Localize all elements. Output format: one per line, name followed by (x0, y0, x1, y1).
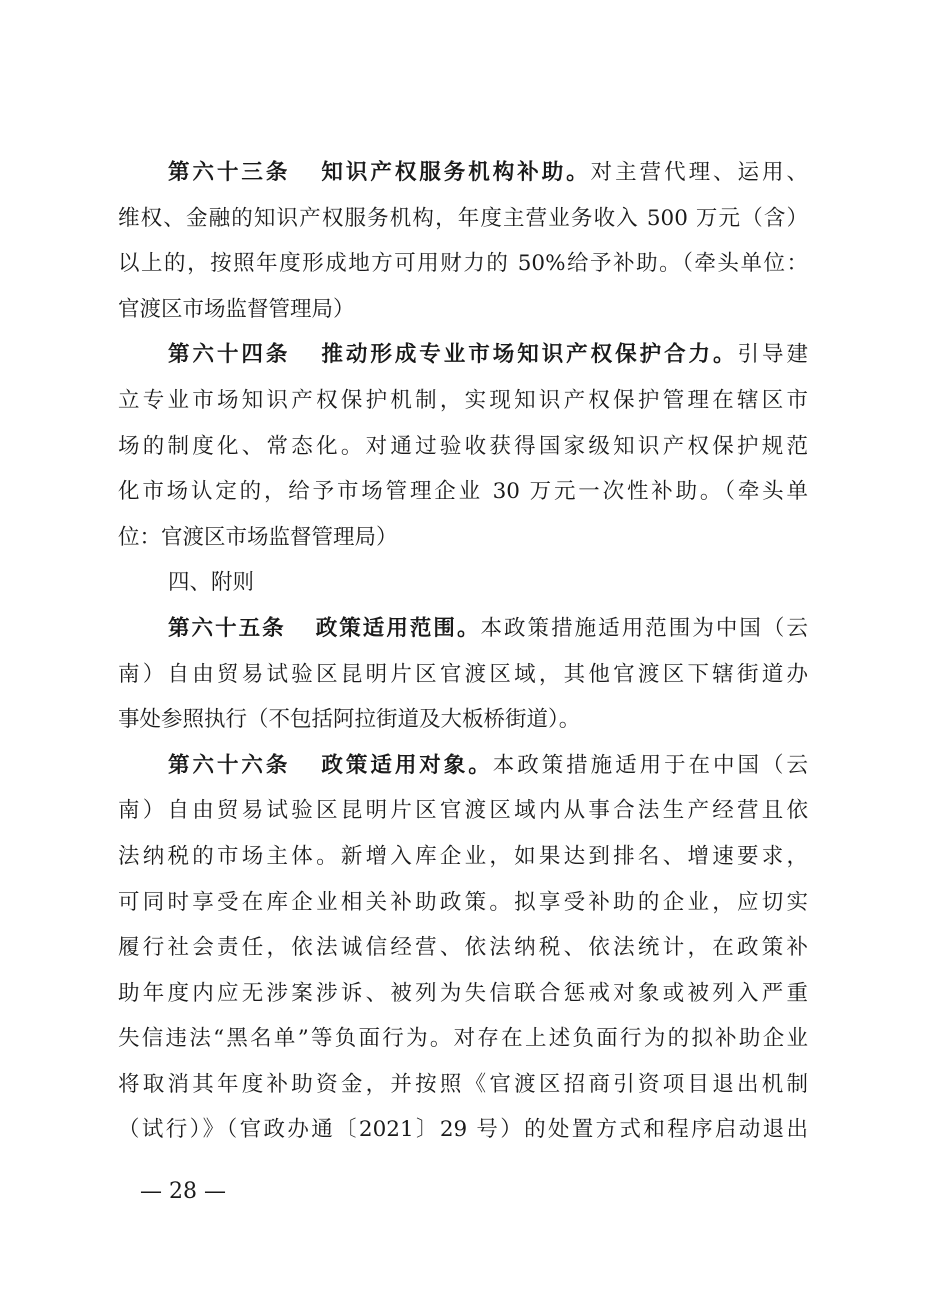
page-number: — 28 — (140, 1179, 226, 1204)
article-64-line-3: 场的制度化、常态化。对通过验收获得国家级知识产权保护规范 (118, 433, 808, 459)
article-63-text: 对主营代理、运用、 (590, 160, 808, 185)
article-65-line-1 (118, 606, 808, 652)
article-66-line-5: 履行社会责任，依法诚信经营、依法纳税、依法统计，在政策补 (118, 935, 808, 961)
article-65-text: 本政策措施适用范围为中国（云 (480, 615, 808, 641)
article-64-text: 引导建 (737, 342, 808, 368)
article-66-line-4: 可同时享受在库企业相关补助政策。拟享受补助的企业，应切实 (118, 889, 808, 915)
article-66-title: 政策适用对象。 (318, 752, 493, 778)
article-65-line-2: 南）自由贸易试验区昆明片区官渡区域，其他官渡区下辖街道办 (118, 661, 808, 687)
article-66-line-7: 失信违法“黑名单”等负面行为。对存在上述负面行为的拟补助企业 (118, 1026, 808, 1052)
article-66-line-8: 将取消其年度补助资金，并按照《官渡区招商引资项目退出机制 (118, 1071, 808, 1097)
article-66-line-1 (118, 743, 808, 789)
article-64-line-2: 立专业市场知识产权保护机制，实现知识产权保护管理在辖区市 (118, 387, 808, 413)
article-64-line-1 (118, 332, 808, 378)
article-64-title: 推动形成专业市场知识产权保护合力。 (318, 342, 738, 368)
document-body (118, 150, 808, 1153)
article-65-line-3: 事处参照执行（不包括阿拉街道及大板桥街道）。 (118, 707, 581, 733)
article-63-number: 第六十三条 (168, 160, 291, 185)
article-66-line-2: 南）自由贸易试验区昆明片区官渡区域内从事合法生产经营且依 (118, 798, 808, 824)
article-64-line-5: 位：官渡区市场监督管理局） (118, 524, 398, 550)
section-heading: 四、附则 (168, 570, 255, 596)
article-66-line-6: 助年度内应无涉案涉诉、被列为失信联合惩戒对象或被列入严重 (118, 980, 808, 1006)
article-66-line-9: （试行）》（官政办通〔2021〕29 号）的处置方式和程序启动退出 (118, 1117, 808, 1143)
article-65-number: 第六十五条 (168, 615, 286, 641)
article-64-line-4: 化市场认定的，给予市场管理企业 30 万元一次性补助。（牵头单 (118, 479, 808, 505)
article-63-line-2: 维权、金融的知识产权服务机构，年度主营业务收入 500 万元（含） (118, 205, 808, 231)
article-63-title: 知识产权服务机构补助。 (318, 160, 591, 185)
article-66-line-3: 法纳税的市场主体。新增入库企业，如果达到排名、增速要求， (118, 843, 808, 869)
article-63-line-3: 以上的，按照年度形成地方可用财力的 50%给予补助。（牵头单位： (118, 251, 808, 277)
article-63-line-1 (118, 150, 808, 196)
article-66-text: 本政策措施适用于在中国（云 (492, 752, 808, 778)
article-65-title: 政策适用范围。 (313, 615, 481, 641)
article-66-number: 第六十六条 (168, 752, 291, 778)
article-63-line-4: 官渡区市场监督管理局） (118, 296, 355, 322)
article-64-number: 第六十四条 (168, 342, 291, 368)
